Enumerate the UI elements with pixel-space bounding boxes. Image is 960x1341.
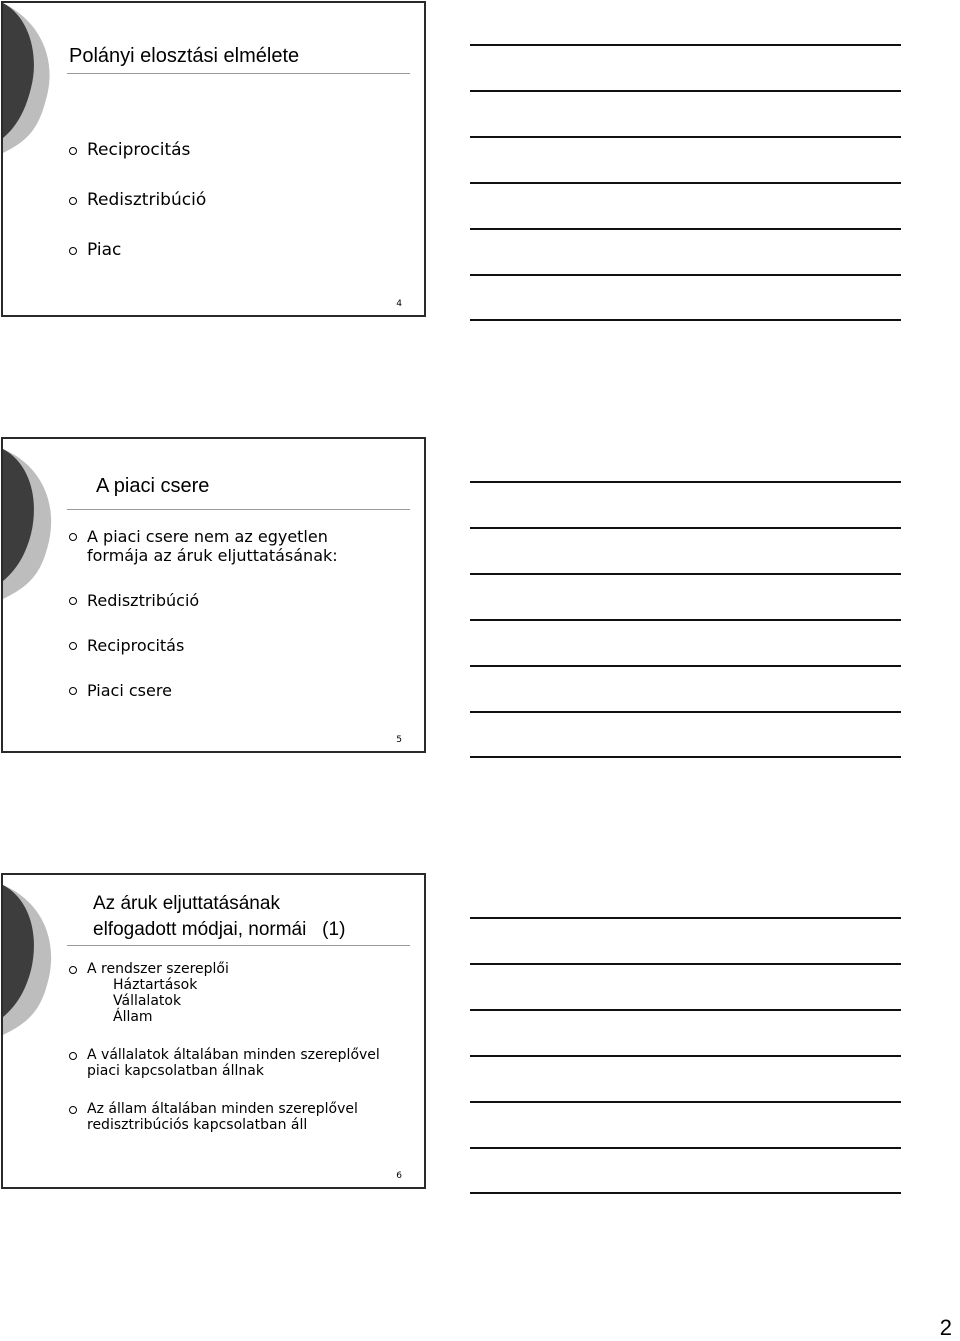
bullet-item: Az állam általában minden szereplővel redisztribúciós kapcsolatban áll bbox=[69, 1101, 387, 1133]
note-line bbox=[470, 1101, 901, 1103]
bullet-list bbox=[69, 527, 377, 700]
note-line bbox=[470, 274, 901, 276]
bullet-circle-icon bbox=[69, 966, 77, 974]
bullet-item: A piaci csere nem az egyetlen formája az áruk eljuttatásának: bbox=[69, 527, 377, 565]
slide-number: 5 bbox=[396, 735, 402, 745]
note-line bbox=[470, 1055, 901, 1057]
bullet-item: Piac bbox=[69, 239, 206, 262]
note-line bbox=[470, 1192, 901, 1194]
bullet-circle-icon bbox=[69, 533, 77, 541]
bullet-circle-icon bbox=[69, 147, 77, 155]
slide-4 bbox=[1, 1, 426, 317]
note-line bbox=[470, 711, 901, 713]
decorative-arc bbox=[3, 3, 63, 317]
bullet-item: Reciprocitás bbox=[69, 139, 206, 162]
sub-item: Állam bbox=[113, 1009, 153, 1025]
bullet-item: Piaci csere bbox=[69, 681, 377, 700]
note-line bbox=[470, 182, 901, 184]
note-line bbox=[470, 527, 901, 529]
bullet-circle-icon bbox=[69, 642, 77, 650]
slide-number: 6 bbox=[396, 1171, 402, 1181]
slide-number: 4 bbox=[396, 299, 402, 309]
bullet-item: Redisztribúció bbox=[69, 591, 377, 610]
slide-6 bbox=[1, 873, 426, 1189]
note-line bbox=[470, 756, 901, 758]
note-line bbox=[470, 228, 901, 230]
slide-title: Polányi elosztási elmélete bbox=[69, 45, 300, 67]
decorative-arc bbox=[3, 875, 63, 1189]
note-line bbox=[470, 481, 901, 483]
note-line bbox=[470, 1009, 901, 1011]
bullet-item: Redisztribúció bbox=[69, 189, 206, 212]
bullet-circle-icon bbox=[69, 247, 77, 255]
bullet-circle-icon bbox=[69, 687, 77, 695]
page-number: 2 bbox=[939, 1315, 952, 1340]
decorative-arc bbox=[3, 439, 63, 753]
bullet-list bbox=[69, 139, 206, 262]
note-line bbox=[470, 619, 901, 621]
note-line bbox=[470, 1147, 901, 1149]
slide-5 bbox=[1, 437, 426, 753]
slide-title: A piaci csere bbox=[96, 475, 210, 497]
note-line bbox=[470, 963, 901, 965]
title-divider bbox=[67, 945, 410, 946]
bullet-list bbox=[69, 961, 407, 1133]
title-divider bbox=[67, 509, 410, 510]
sub-item: Vállalatok bbox=[113, 993, 182, 1009]
note-line bbox=[470, 319, 901, 321]
bullet-circle-icon bbox=[69, 197, 77, 205]
slide-title bbox=[93, 891, 345, 943]
note-line bbox=[470, 665, 901, 667]
title-line: Az áruk eljuttatásának bbox=[93, 893, 280, 914]
bullet-item: Reciprocitás bbox=[69, 636, 377, 655]
bullet-circle-icon bbox=[69, 1106, 77, 1114]
note-line bbox=[470, 90, 901, 92]
note-line bbox=[470, 44, 901, 46]
bullet-item: A vállalatok általában minden szereplővel piaci kapcsolatban állnak bbox=[69, 1047, 407, 1079]
sub-item: Háztartások bbox=[113, 977, 198, 993]
note-line bbox=[470, 917, 901, 919]
bullet-circle-icon bbox=[69, 1052, 77, 1060]
bullet-circle-icon bbox=[69, 597, 77, 605]
title-divider bbox=[67, 73, 410, 74]
note-line bbox=[470, 573, 901, 575]
title-line: elfogadott módjai, normái (1) bbox=[93, 919, 346, 940]
note-line bbox=[470, 136, 901, 138]
bullet-item: A rendszer szereplői Háztartások Vállalatok Állam bbox=[69, 961, 407, 1025]
